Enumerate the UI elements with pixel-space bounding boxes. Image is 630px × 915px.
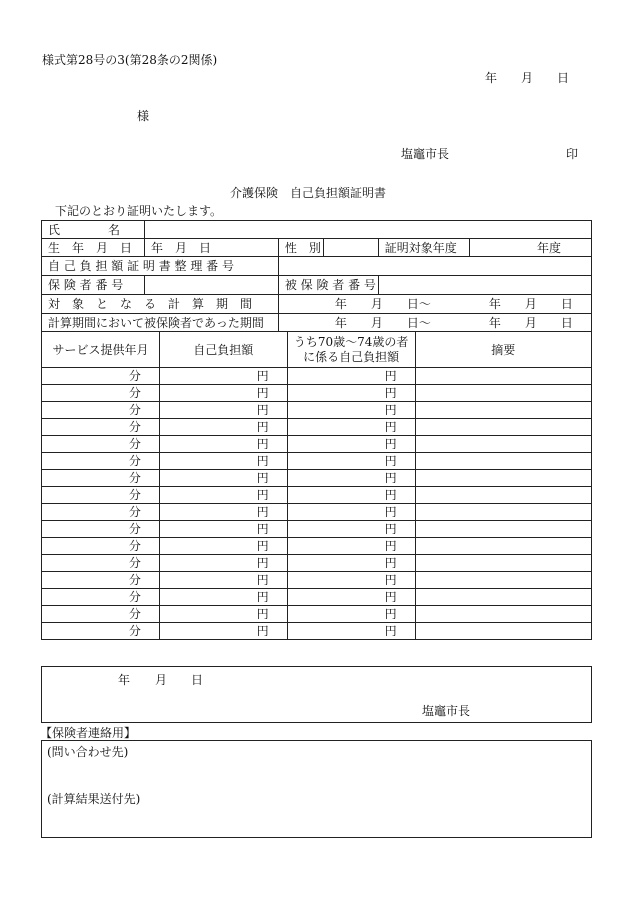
period-to: 年 月 日 xyxy=(488,297,573,311)
table-row xyxy=(42,453,592,470)
remarks-cell[interactable] xyxy=(415,538,591,555)
month-cell[interactable]: 分 xyxy=(42,453,160,470)
month-cell[interactable]: 分 xyxy=(42,555,160,572)
result-label: (計算結果送付先) xyxy=(47,792,141,806)
amount-cell[interactable]: 円 xyxy=(159,538,287,555)
senior-amount-cell[interactable]: 円 xyxy=(287,453,415,470)
senior-amount-cell[interactable]: 円 xyxy=(287,555,415,572)
remarks-cell[interactable] xyxy=(415,436,591,453)
period-label: 対 象 と な る 計 算 期 間 xyxy=(42,295,279,314)
insurer-contact-box[interactable] xyxy=(41,740,592,838)
table-row xyxy=(42,504,592,521)
remarks-cell[interactable] xyxy=(415,623,591,640)
month-cell[interactable]: 分 xyxy=(42,436,160,453)
footer-date-year: 年 xyxy=(118,673,131,687)
insurer-section-title: 【保険者連絡用】 xyxy=(40,726,137,740)
senior-amount-cell[interactable]: 円 xyxy=(287,436,415,453)
senior-amount-cell[interactable]: 円 xyxy=(287,589,415,606)
gender-label: 性 別 xyxy=(278,239,323,257)
senior-amount-cell[interactable]: 円 xyxy=(287,521,415,538)
month-cell[interactable]: 分 xyxy=(42,487,160,504)
month-cell[interactable]: 分 xyxy=(42,606,160,623)
remarks-cell[interactable] xyxy=(415,368,591,385)
remarks-cell[interactable] xyxy=(415,572,591,589)
table-row xyxy=(42,589,592,606)
senior-amount-cell[interactable]: 円 xyxy=(287,419,415,436)
senior-amount-cell[interactable]: 円 xyxy=(287,623,415,640)
insurer-no-label: 保 険 者 番 号 xyxy=(42,276,145,295)
senior-amount-cell[interactable]: 円 xyxy=(287,538,415,555)
issuer-name: 塩竈市長 xyxy=(401,147,450,161)
seal-mark: 印 xyxy=(566,147,579,161)
insured-no-value-cell[interactable] xyxy=(378,276,591,295)
top-date-year: 年 xyxy=(485,71,498,85)
table-row xyxy=(42,572,592,589)
document-title: 介護保険 自己負担額証明書 xyxy=(230,186,387,200)
form-code: 様式第28号の3(第28条の2関係) xyxy=(42,53,218,67)
col-header-remarks: 摘要 xyxy=(415,332,591,368)
top-date-day: 日 xyxy=(557,71,570,85)
senior-amount-cell[interactable]: 円 xyxy=(287,470,415,487)
table-row xyxy=(42,470,592,487)
table-row xyxy=(42,606,592,623)
senior-amount-cell[interactable]: 円 xyxy=(287,402,415,419)
amount-cell[interactable]: 円 xyxy=(159,521,287,538)
amount-table xyxy=(41,331,592,640)
month-cell[interactable]: 分 xyxy=(42,623,160,640)
senior-amount-cell[interactable]: 円 xyxy=(287,572,415,589)
remarks-cell[interactable] xyxy=(415,521,591,538)
footer-date-day: 日 xyxy=(191,673,204,687)
insured-period-value-cell[interactable] xyxy=(278,314,591,332)
period-from: 年 月 日 xyxy=(334,297,419,311)
gender-value-cell[interactable] xyxy=(323,239,378,257)
table-row xyxy=(42,385,592,402)
col-header-month: サービス提供年月 xyxy=(42,332,160,368)
intro-text: 下記のとおり証明いたします。 xyxy=(55,204,223,218)
remarks-cell[interactable] xyxy=(415,589,591,606)
month-cell[interactable]: 分 xyxy=(42,419,160,436)
insured-period-label: 計算期間において被保険者であった期間 xyxy=(42,314,279,332)
mgmt-no-label: 自 己 負 担 額 証 明 書 整 理 番 号 xyxy=(42,257,279,276)
remarks-cell[interactable] xyxy=(415,453,591,470)
addressee-suffix: 様 xyxy=(137,109,150,123)
col-header-senior-line1: うち70歳～74歳の者 xyxy=(293,334,409,349)
amount-cell[interactable]: 円 xyxy=(159,606,287,623)
birth-label: 生 年 月 日 xyxy=(42,239,145,257)
amount-cell[interactable]: 円 xyxy=(159,385,287,402)
insured-period-from: 年 月 日 xyxy=(334,316,419,330)
remarks-cell[interactable] xyxy=(415,470,591,487)
amount-cell[interactable]: 円 xyxy=(159,419,287,436)
insurer-no-value-cell[interactable] xyxy=(144,276,278,295)
table-row xyxy=(42,419,592,436)
contact-label: (問い合わせ先) xyxy=(47,745,129,759)
amount-cell[interactable]: 円 xyxy=(159,487,287,504)
remarks-cell[interactable] xyxy=(415,402,591,419)
amount-cell[interactable]: 円 xyxy=(159,555,287,572)
month-cell[interactable]: 分 xyxy=(42,572,160,589)
amount-cell[interactable]: 円 xyxy=(159,436,287,453)
month-cell[interactable]: 分 xyxy=(42,538,160,555)
cert-year-value[interactable]: 年度 xyxy=(469,239,591,257)
name-label: 氏 名 xyxy=(42,221,145,239)
table-row xyxy=(42,436,592,453)
table-row xyxy=(42,555,592,572)
footer-block xyxy=(41,666,592,723)
amount-cell[interactable]: 円 xyxy=(159,572,287,589)
remarks-cell[interactable] xyxy=(415,606,591,623)
table-row xyxy=(42,538,592,555)
amount-cell[interactable]: 円 xyxy=(159,623,287,640)
info-table xyxy=(41,220,592,332)
month-cell[interactable]: 分 xyxy=(42,521,160,538)
col-header-amount: 自己負担額 xyxy=(159,332,287,368)
month-cell[interactable]: 分 xyxy=(42,402,160,419)
amount-cell[interactable]: 円 xyxy=(159,368,287,385)
amount-cell[interactable]: 円 xyxy=(159,402,287,419)
month-cell[interactable]: 分 xyxy=(42,504,160,521)
remarks-cell[interactable] xyxy=(415,504,591,521)
amount-cell[interactable]: 円 xyxy=(159,504,287,521)
col-header-senior-line2: に係る自己負担額 xyxy=(303,349,400,364)
mgmt-no-value-cell[interactable] xyxy=(278,257,591,276)
remarks-cell[interactable] xyxy=(415,385,591,402)
col-header-senior xyxy=(287,332,415,368)
month-cell[interactable]: 分 xyxy=(42,368,160,385)
table-row xyxy=(42,368,592,385)
month-cell[interactable]: 分 xyxy=(42,470,160,487)
footer-issuer: 塩竈市長 xyxy=(422,704,471,718)
senior-amount-cell[interactable]: 円 xyxy=(287,368,415,385)
period-tilde: ～ xyxy=(418,297,431,311)
senior-amount-cell[interactable]: 円 xyxy=(287,606,415,623)
remarks-cell[interactable] xyxy=(415,555,591,572)
insured-period-tilde: ～ xyxy=(418,316,431,330)
insured-period-to: 年 月 日 xyxy=(488,316,573,330)
top-date-month: 月 xyxy=(521,71,534,85)
footer-date-month: 月 xyxy=(155,673,168,687)
amount-cell[interactable]: 円 xyxy=(159,453,287,470)
senior-amount-cell[interactable]: 円 xyxy=(287,504,415,521)
remarks-cell[interactable] xyxy=(415,487,591,504)
senior-amount-cell[interactable]: 円 xyxy=(287,487,415,504)
period-value-cell[interactable] xyxy=(278,295,591,314)
month-cell[interactable]: 分 xyxy=(42,589,160,606)
table-row xyxy=(42,402,592,419)
amount-cell[interactable]: 円 xyxy=(159,470,287,487)
table-row xyxy=(42,521,592,538)
amount-cell[interactable]: 円 xyxy=(159,589,287,606)
cert-year-label: 証明対象年度 xyxy=(378,239,469,257)
remarks-cell[interactable] xyxy=(415,419,591,436)
name-value-cell[interactable] xyxy=(144,221,591,239)
month-cell[interactable]: 分 xyxy=(42,385,160,402)
senior-amount-cell[interactable]: 円 xyxy=(287,385,415,402)
birth-value[interactable]: 年 月 日 xyxy=(144,239,278,257)
table-row xyxy=(42,623,592,640)
insured-no-label: 被 保 険 者 番 号 xyxy=(278,276,378,295)
table-row xyxy=(42,487,592,504)
